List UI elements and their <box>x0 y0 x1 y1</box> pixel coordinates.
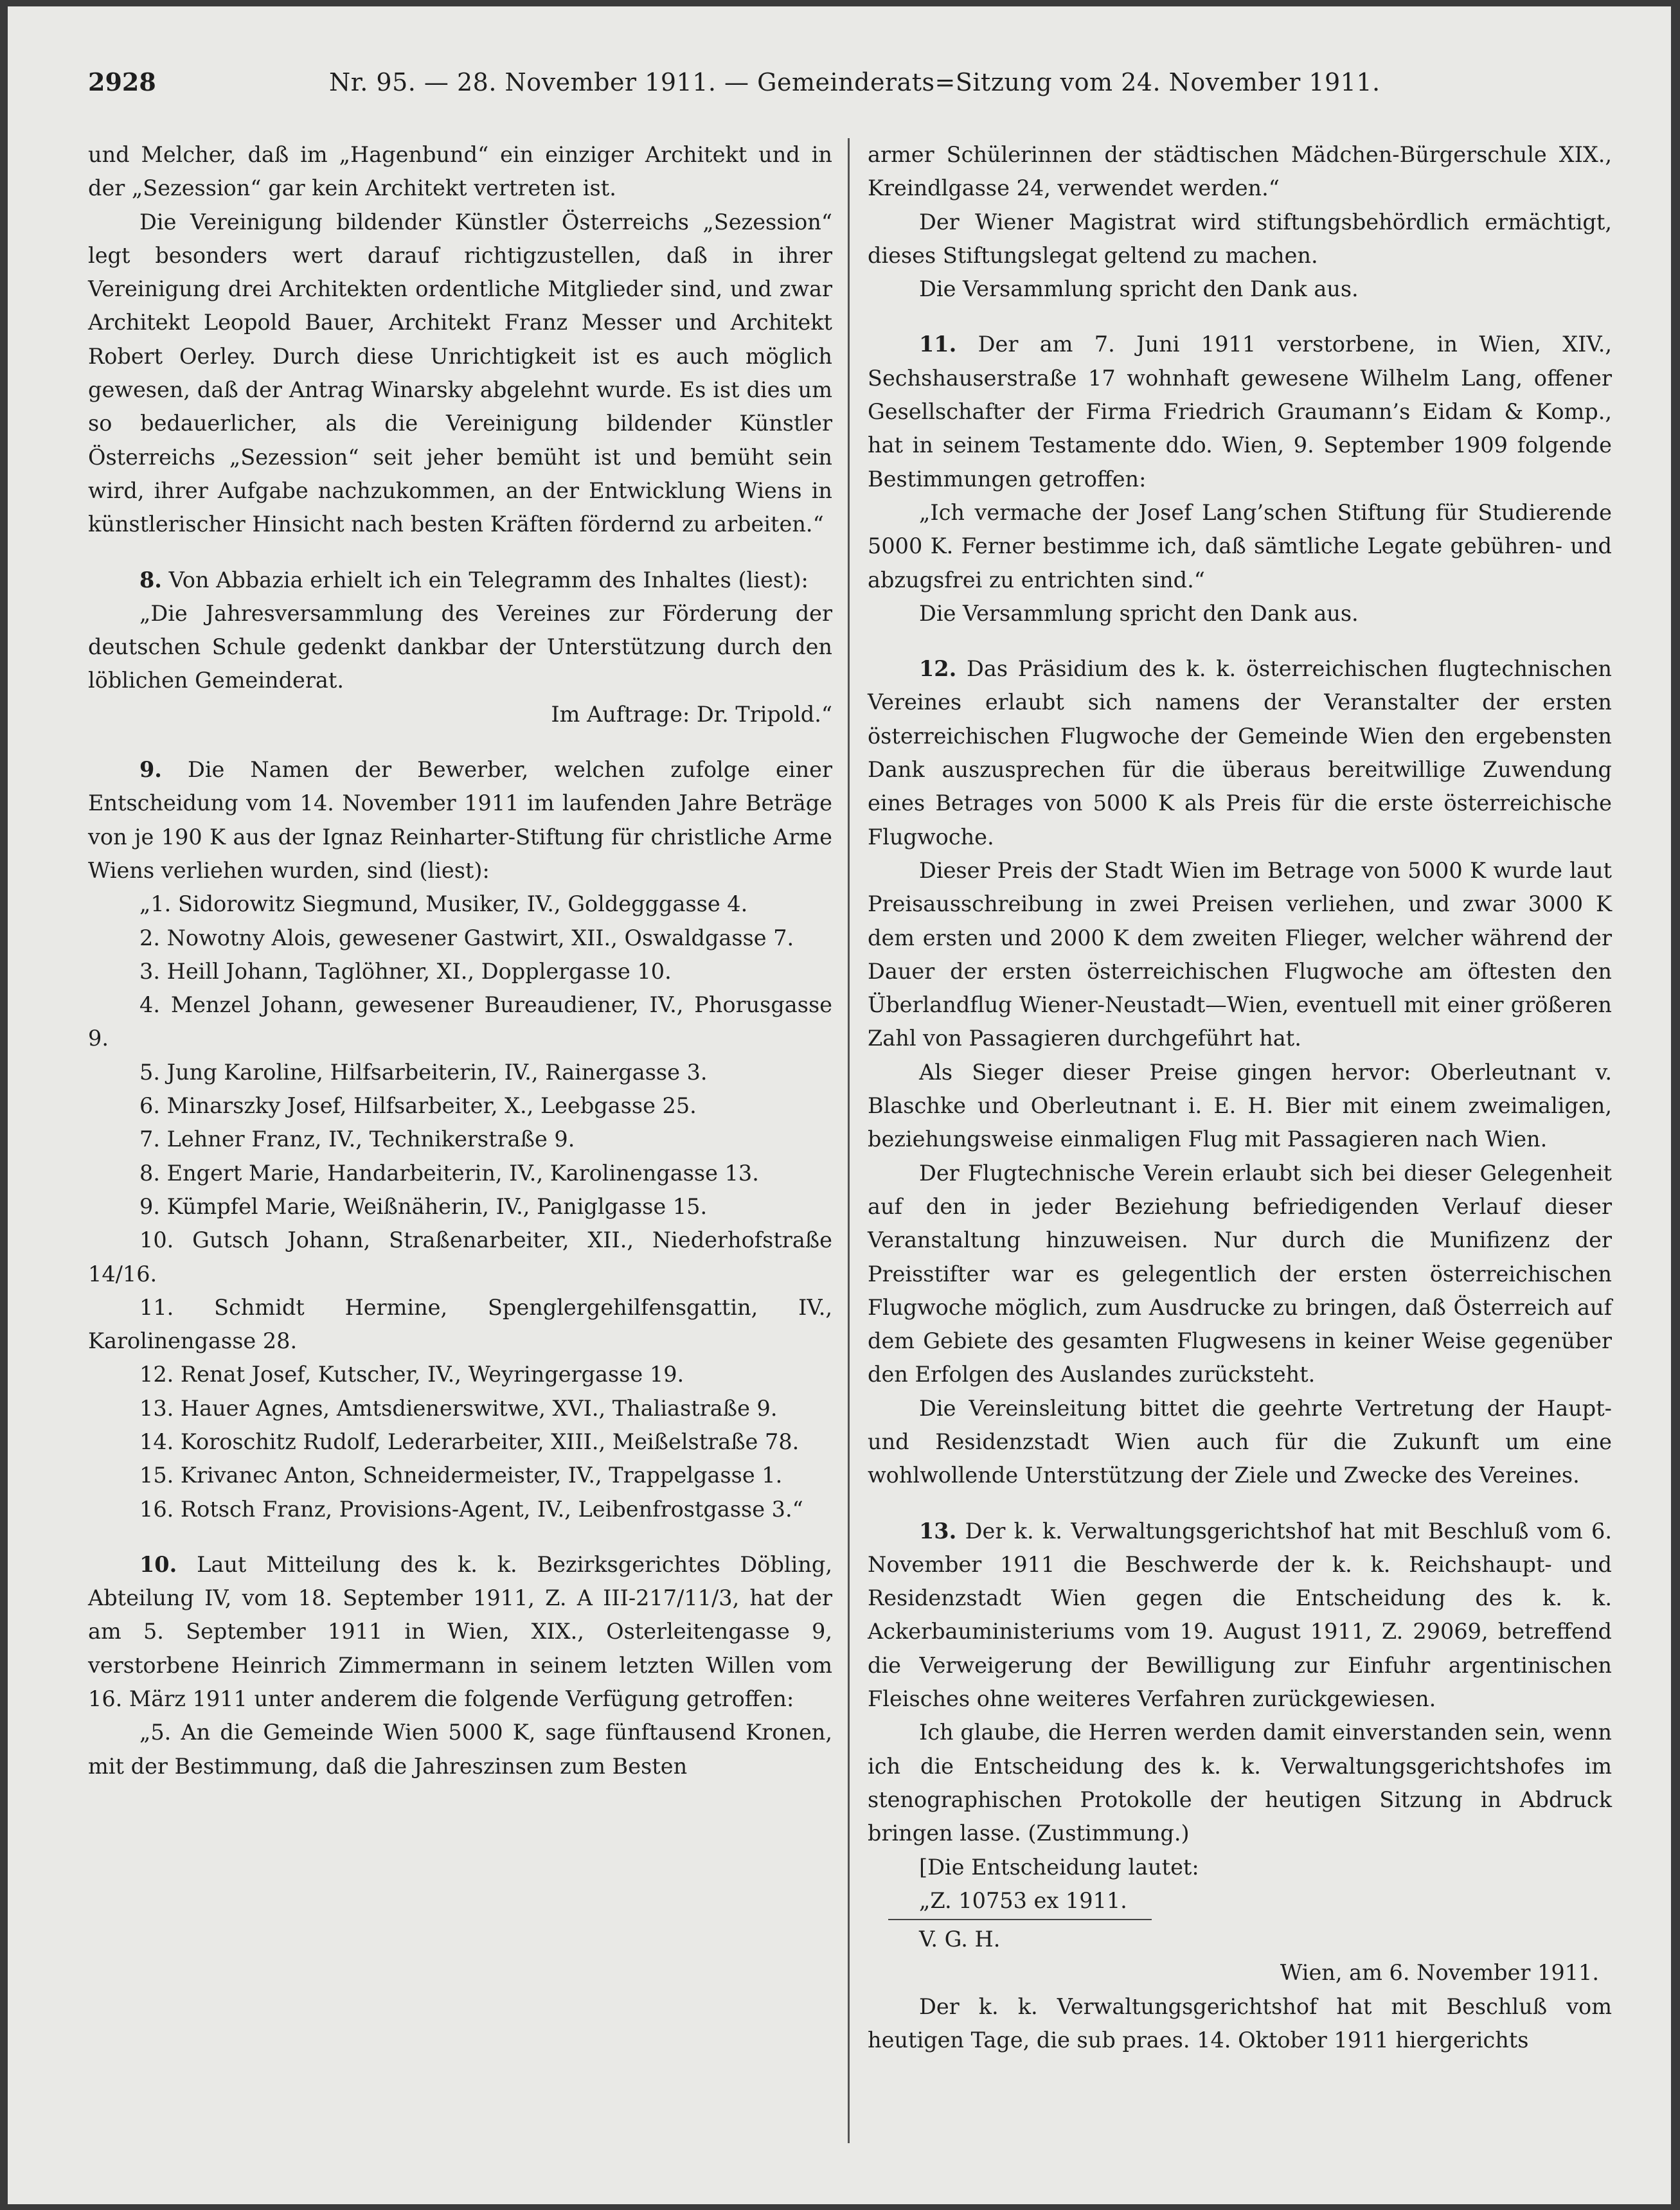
list-item: 10. Gutsch Johann, Straßenarbeiter, XII., Niederhofstraße 14/16. <box>88 1227 832 1287</box>
item-8-number: 8. <box>139 567 162 593</box>
list-item: 9. Kümpfel Marie, Weißnäherin, IV., Paniglgasse 15. <box>139 1193 708 1219</box>
list-item: 12. Renat Josef, Kutscher, IV., Weyringergasse 19. <box>139 1362 684 1387</box>
list-item: 8. Engert Marie, Handarbeiterin, IV., Karolinengasse 13. <box>139 1160 759 1186</box>
item-13-text: Der k. k. Verwaltungsgerichtshof hat mit Beschluß vom 6. November 1911 die Beschwerde der k. k. Reichshaupt- und Residenzstadt Wien gegen die Entscheidung des k. k. Ackerbauministeriums vom 19. August 1911, Z. 29069, betreffend die Verweigerung der Bewilligung zur Einfuhr argentinischen Fleisches ohne weiteres Verfahren zurückgewiesen. <box>868 1518 1612 1712</box>
newspaper-page <box>8 6 1671 2204</box>
item-8-quote: „Die Jahresversammlung des Vereines zur Förderung der deutschen Schule gedenkt dankbar der Unterstützung durch den löblichen Gemeinderat. <box>88 600 832 693</box>
item-11 <box>868 328 1612 495</box>
item-11-quote: „Ich vermache der Josef Lang’schen Stiftung für Studierende 5000 K. Ferner bestimme ich, daß sämtliche Legate gebühren- und abzugsfrei zu entrichten sind.“ <box>868 499 1612 593</box>
separator-line <box>888 1919 1152 1920</box>
item-12-number: 12. <box>919 656 957 682</box>
item-10-text: Laut Mitteilung des k. k. Bezirksgerichtes Döbling, Abteilung IV, vom 18. September 1911, Z. A III-217/11/3, hat der am 5. September 1911 in Wien, XIX., Osterleitengasse 9, verstorbene Heinrich Zimmermann in seinem letzten Willen vom 16. März 1911 unter anderem die folgende Verfügung getroffen: <box>88 1551 832 1712</box>
page-number: 2928 <box>88 67 156 96</box>
court-abbreviation: V. G. H. <box>919 1927 1001 1952</box>
paragraph-continuation: und Melcher, daß im „Hagenbund“ ein einziger Architekt und in der „Sezession“ gar kein Architekt vertreten ist. <box>88 142 832 201</box>
item-8-signature: Im Auftrage: Dr. Tripold.“ <box>551 701 832 727</box>
item-12-paragraph: Als Sieger dieser Preise gingen hervor: Oberleutnant v. Blaschke und Oberleutnant i. E. H. Bier mit einem zweimaligen, beziehungsweise einmaligen Flug mit Passagieren nach Wien. <box>868 1059 1612 1152</box>
item-10-number: 10. <box>139 1551 177 1577</box>
paragraph-magistrat: Der Wiener Magistrat wird stiftungsbehördlich ermächtigt, dieses Stiftungslegat geltend zu machen. <box>868 209 1612 268</box>
list-item: 16. Rotsch Franz, Provisions-Agent, IV., Leibenfrostgasse 3.“ <box>139 1496 803 1522</box>
item-9-number: 9. <box>139 757 162 783</box>
decision-reference: „Z. 10753 ex 1911. <box>919 1887 1127 1913</box>
page-header <box>88 66 1605 99</box>
item-13-number: 13. <box>919 1518 957 1544</box>
list-item: 2. Nowotny Alois, gewesener Gastwirt, XII., Oswaldgasse 7. <box>139 925 794 950</box>
item-8-text: Von Abbazia erhielt ich ein Telegramm des Inhaltes (liest): <box>168 567 809 593</box>
paragraph-sezession: Die Vereinigung bildender Künstler Österreichs „Sezession“ legt besonders wert darauf richtigzustellen, daß in ihrer Vereinigung drei Architekten ordentliche Mitglieder sind, und zwar Architekt Leopold Bauer, Architekt Franz Messer und Architekt Robert Oerley. Durch diese Unrichtigkeit ist es auch möglich gewesen, daß der Antrag Winarsky abgelehnt wurde. Es ist dies um so bedauerlicher, als die Vereinigung bildender Künstler Österreichs „Sezession“ seit jeher bemüht ist und bemüht sein wird, ihrer Aufgabe nachzukommen, an der Entwicklung Wiens in künstlerischer Hinsicht nach besten Kräften fördernd zu arbeiten.“ <box>88 209 832 537</box>
list-item: 5. Jung Karoline, Hilfsarbeiterin, IV., Rainergasse 3. <box>139 1059 708 1085</box>
list-item: 14. Koroschitz Rudolf, Lederarbeiter, XIII., Meißelstraße 78. <box>139 1429 800 1454</box>
paragraph-continuation: armer Schülerinnen der städtischen Mädchen-Bürgerschule XIX., Kreindlgasse 24, verwendet werden.“ <box>868 142 1612 201</box>
item-11-number: 11. <box>919 332 957 357</box>
list-item: 6. Minarszky Josef, Hilfsarbeiter, X., Leebgasse 25. <box>139 1093 697 1119</box>
thanks-line: Die Versammlung spricht den Dank aus. <box>919 276 1359 302</box>
list-item: 4. Menzel Johann, gewesener Bureaudiener, IV., Phorusgasse 9. <box>88 992 832 1051</box>
left-column <box>88 138 832 1783</box>
item-13-paragraph: [Die Entscheidung lautet: <box>919 1854 1199 1880</box>
place-date: Wien, am 6. November 1911. <box>1280 1960 1599 1986</box>
item-12-paragraph: Die Vereinsleitung bittet die geehrte Vertretung der Haupt- und Residenzstadt Wien auch für die Zukunft um eine wohlwollende Unterstützung der Ziele und Zwecke des Vereines. <box>868 1395 1612 1488</box>
column-divider <box>848 138 850 2143</box>
item-13 <box>868 1515 1612 1716</box>
item-8 <box>88 564 832 597</box>
item-9-text: Die Namen der Bewerber, welchen zufolge einer Entscheidung vom 14. November 1911 im laufenden Jahre Beträge von je 190 K aus der Ignaz Reinharter-Stiftung für christliche Arme Wiens verliehen wurden, sind (liest): <box>88 757 832 883</box>
list-item: 15. Krivanec Anton, Schneidermeister, IV., Trappelgasse 1. <box>139 1463 783 1488</box>
item-13-paragraph: Ich glaube, die Herren werden damit einverstanden sein, wenn ich die Entscheidung des k. k. Verwaltungsgerichtshofes im stenographischen Protokolle der heutigen Sitzung in Abdruck bringen lasse. (Zustimmung.) <box>868 1720 1612 1846</box>
list-item: 7. Lehner Franz, IV., Technikerstraße 9. <box>139 1127 575 1152</box>
item-10-quote: „5. An die Gemeinde Wien 5000 K, sage fünftausend Kronen, mit der Bestimmung, daß die Jahreszinsen zum Besten <box>88 1720 832 1779</box>
decision-text: Der k. k. Verwaltungsgerichtshof hat mit Beschluß vom heutigen Tage, die sub praes. 14. Oktober 1911 hiergerichts <box>868 1993 1612 2053</box>
running-title: Nr. 95. — 28. November 1911. — Gemeinderats=Sitzung vom 24. November 1911. <box>329 68 1381 96</box>
item-12-paragraph: Der Flugtechnische Verein erlaubt sich bei dieser Gelegenheit auf den in jeder Beziehung befriedigenden Verlauf dieser Veranstaltung hinzuweisen. Nur durch die Munifizenz der Preisstifter war es gelegentlich der ersten österreichischen Flugwoche möglich, zum Ausdrucke zu bringen, daß Österreich auf dem Gebiete des gesamten Flugwesens in keiner Weise gegenüber den Erfolgen des Auslandes zurücksteht. <box>868 1160 1612 1387</box>
list-item: „1. Sidorowitz Siegmund, Musiker, IV., Goldegggasse 4. <box>139 891 748 917</box>
item-12-text: Das Präsidium des k. k. österreichischen flugtechnischen Vereines erlaubt sich namens der Veranstalter der ersten österreichischen Flugwoche der Gemeinde Wien den ergebensten Dank auszusprechen für die überaus bereitwillige Zuwendung eines Betrages von 5000 K als Preis für die erste österreichische Flugwoche. <box>868 656 1612 850</box>
item-10 <box>88 1548 832 1716</box>
list-item: 13. Hauer Agnes, Amtsdienerswitwe, XVI., Thaliastraße 9. <box>139 1395 778 1421</box>
item-9 <box>88 753 832 887</box>
item-11-text: Der am 7. Juni 1911 verstorbene, in Wien, XIV., Sechshauserstraße 17 wohnhaft gewesene Wilhelm Lang, offener Gesellschafter der Firma Friedrich Graumann’s Eidam & Komp., hat in seinem Testamente ddo. Wien, 9. September 1909 folgende Bestimmungen getroffen: <box>868 332 1612 492</box>
thanks-line: Die Versammlung spricht den Dank aus. <box>919 600 1359 626</box>
item-12 <box>868 652 1612 854</box>
list-item: 3. Heill Johann, Taglöhner, XI., Dopplergasse 10. <box>139 958 672 984</box>
right-column <box>868 138 1612 2057</box>
item-12-paragraph: Dieser Preis der Stadt Wien im Betrage von 5000 K wurde laut Preisausschreibung in zwei Preisen verliehen, und zwar 3000 K dem ersten und 2000 K dem zweiten Flieger, welcher während der Dauer der ersten österreichischen Flugwoche am öftesten den Überlandflug Wiener-Neustadt—Wien, eventuell mit einer größeren Zahl von Passagieren durchgeführt hat. <box>868 857 1612 1051</box>
list-item: 11. Schmidt Hermine, Spenglergehilfensgattin, IV., Karolinengasse 28. <box>88 1294 832 1354</box>
